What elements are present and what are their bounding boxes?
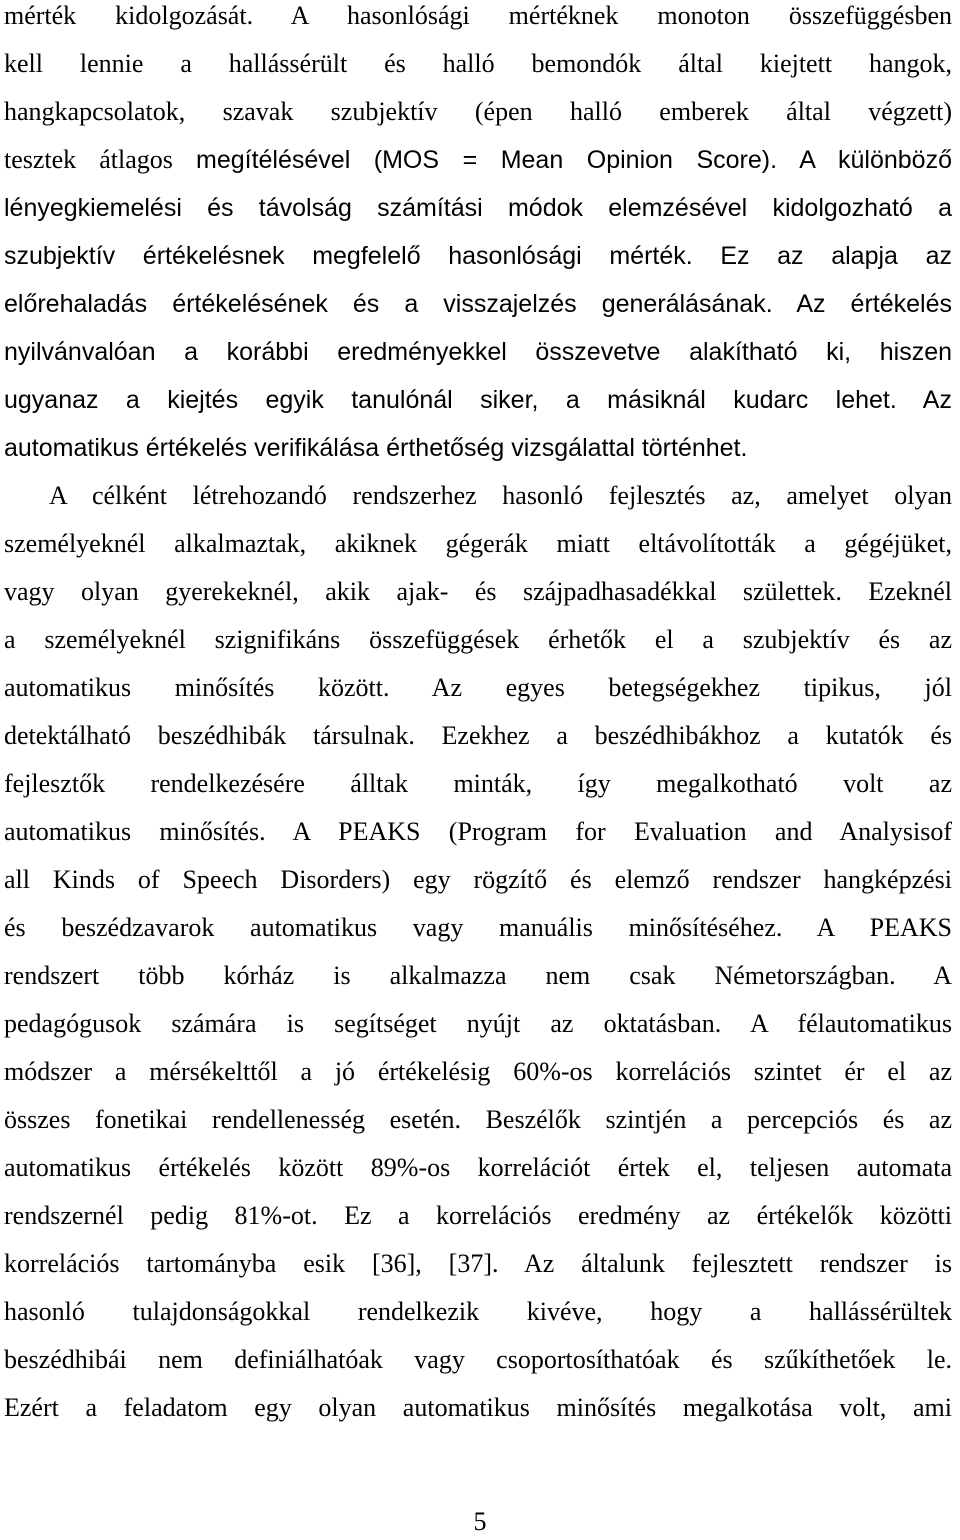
- text-line: automatikus minősítés. A PEAKS (Program for Evaluation and Analysisof: [4, 817, 952, 846]
- text-line: nyilvánvalóan a korábbi eredményekkel összevetve alakítható ki, hiszen: [4, 338, 952, 366]
- text-line: korrelációs tartományba esik [36], [37]. Az általunk fejlesztett rendszer is: [4, 1249, 952, 1278]
- text-line: módszer a mérsékelttől a jó értékelésig 60%-os korrelációs szintet ér el az: [4, 1057, 952, 1086]
- text-line: személyeknél alkalmaztak, akiknek gégerák miatt eltávolították a gégéjüket,: [4, 529, 952, 558]
- text-line: rendszernél pedig 81%-ot. Ez a korrelációs eredmény az értékelők közötti: [4, 1201, 952, 1230]
- text-line: automatikus értékelés verifikálása érthetőség vizsgálattal történhet.: [4, 434, 748, 462]
- text-line: a személyeknél szignifikáns összefüggések érhetők el a szubjektív és az: [4, 625, 952, 654]
- text-line: és beszédzavarok automatikus vagy manuális minősítéséhez. A PEAKS: [4, 913, 952, 942]
- text-line: beszédhibái nem definiálhatóak vagy csoportosíthatóak és szűkíthetőek le.: [4, 1345, 952, 1374]
- text-line: kell lennie a hallássérült és halló bemondók által kiejtett hangok,: [4, 49, 952, 78]
- text-line: rendszert több kórház is alkalmazza nem csak Németországban. A: [4, 961, 952, 990]
- text-line: ugyanaz a kiejtés egyik tanulónál siker, a másiknál kudarc lehet. Az: [4, 386, 952, 414]
- page-number: 5: [473, 1507, 487, 1536]
- text-line: hasonló tulajdonságokkal rendelkezik kivéve, hogy a hallássérültek: [4, 1297, 952, 1326]
- text-line: pedagógusok számára is segítséget nyújt az oktatásban. A félautomatikus: [4, 1009, 952, 1038]
- text-line: hangkapcsolatok, szavak szubjektív (épen halló emberek által végzett): [4, 97, 952, 126]
- text-line: összes fonetikai rendellenesség esetén. Beszélők szintjén a percepciós és az: [4, 1105, 952, 1134]
- text-line: all Kinds of Speech Disorders) egy rögzítő és elemző rendszer hangképzési: [4, 865, 952, 894]
- text-line: fejlesztők rendelkezésére álltak minták, így megalkotható volt az: [4, 769, 952, 798]
- text-line-sans-part: megítélésével (MOS = Mean Opinion Score). A különböző: [196, 146, 952, 174]
- text-line: szubjektív értékelésnek megfelelő hasonlósági mérték. Ez az alapja az: [4, 242, 952, 270]
- text-line: detektálható beszédhibák társulnak. Ezekhez a beszédhibákhoz a kutatók és: [4, 721, 952, 750]
- text-line: mérték kidolgozását. A hasonlósági mértéknek monoton összefüggésben: [4, 1, 952, 30]
- text-line: Ezért a feladatom egy olyan automatikus minősítés megalkotása volt, ami: [4, 1393, 952, 1422]
- text-line: automatikus minősítés között. Az egyes betegségekhez tipikus, jól: [4, 673, 952, 702]
- text-line: lényegkiemelési és távolság számítási módok elemzésével kidolgozható a: [4, 194, 952, 222]
- text-line-mixed-font: [4, 140, 952, 180]
- text-line: vagy olyan gyerekeknél, akik ajak- és szájpadhasadékkal születtek. Ezeknél: [4, 577, 952, 606]
- text-line: automatikus értékelés között 89%-os korrelációt értek el, teljesen automata: [4, 1153, 952, 1182]
- text-line-serif-part: tesztek átlagos: [4, 145, 196, 174]
- paragraph-first-line: A célként létrehozandó rendszerhez hasonló fejlesztés az, amelyet olyan: [49, 481, 952, 510]
- text-line: előrehaladás értékelésének és a visszajelzés generálásának. Az értékelés: [4, 290, 952, 318]
